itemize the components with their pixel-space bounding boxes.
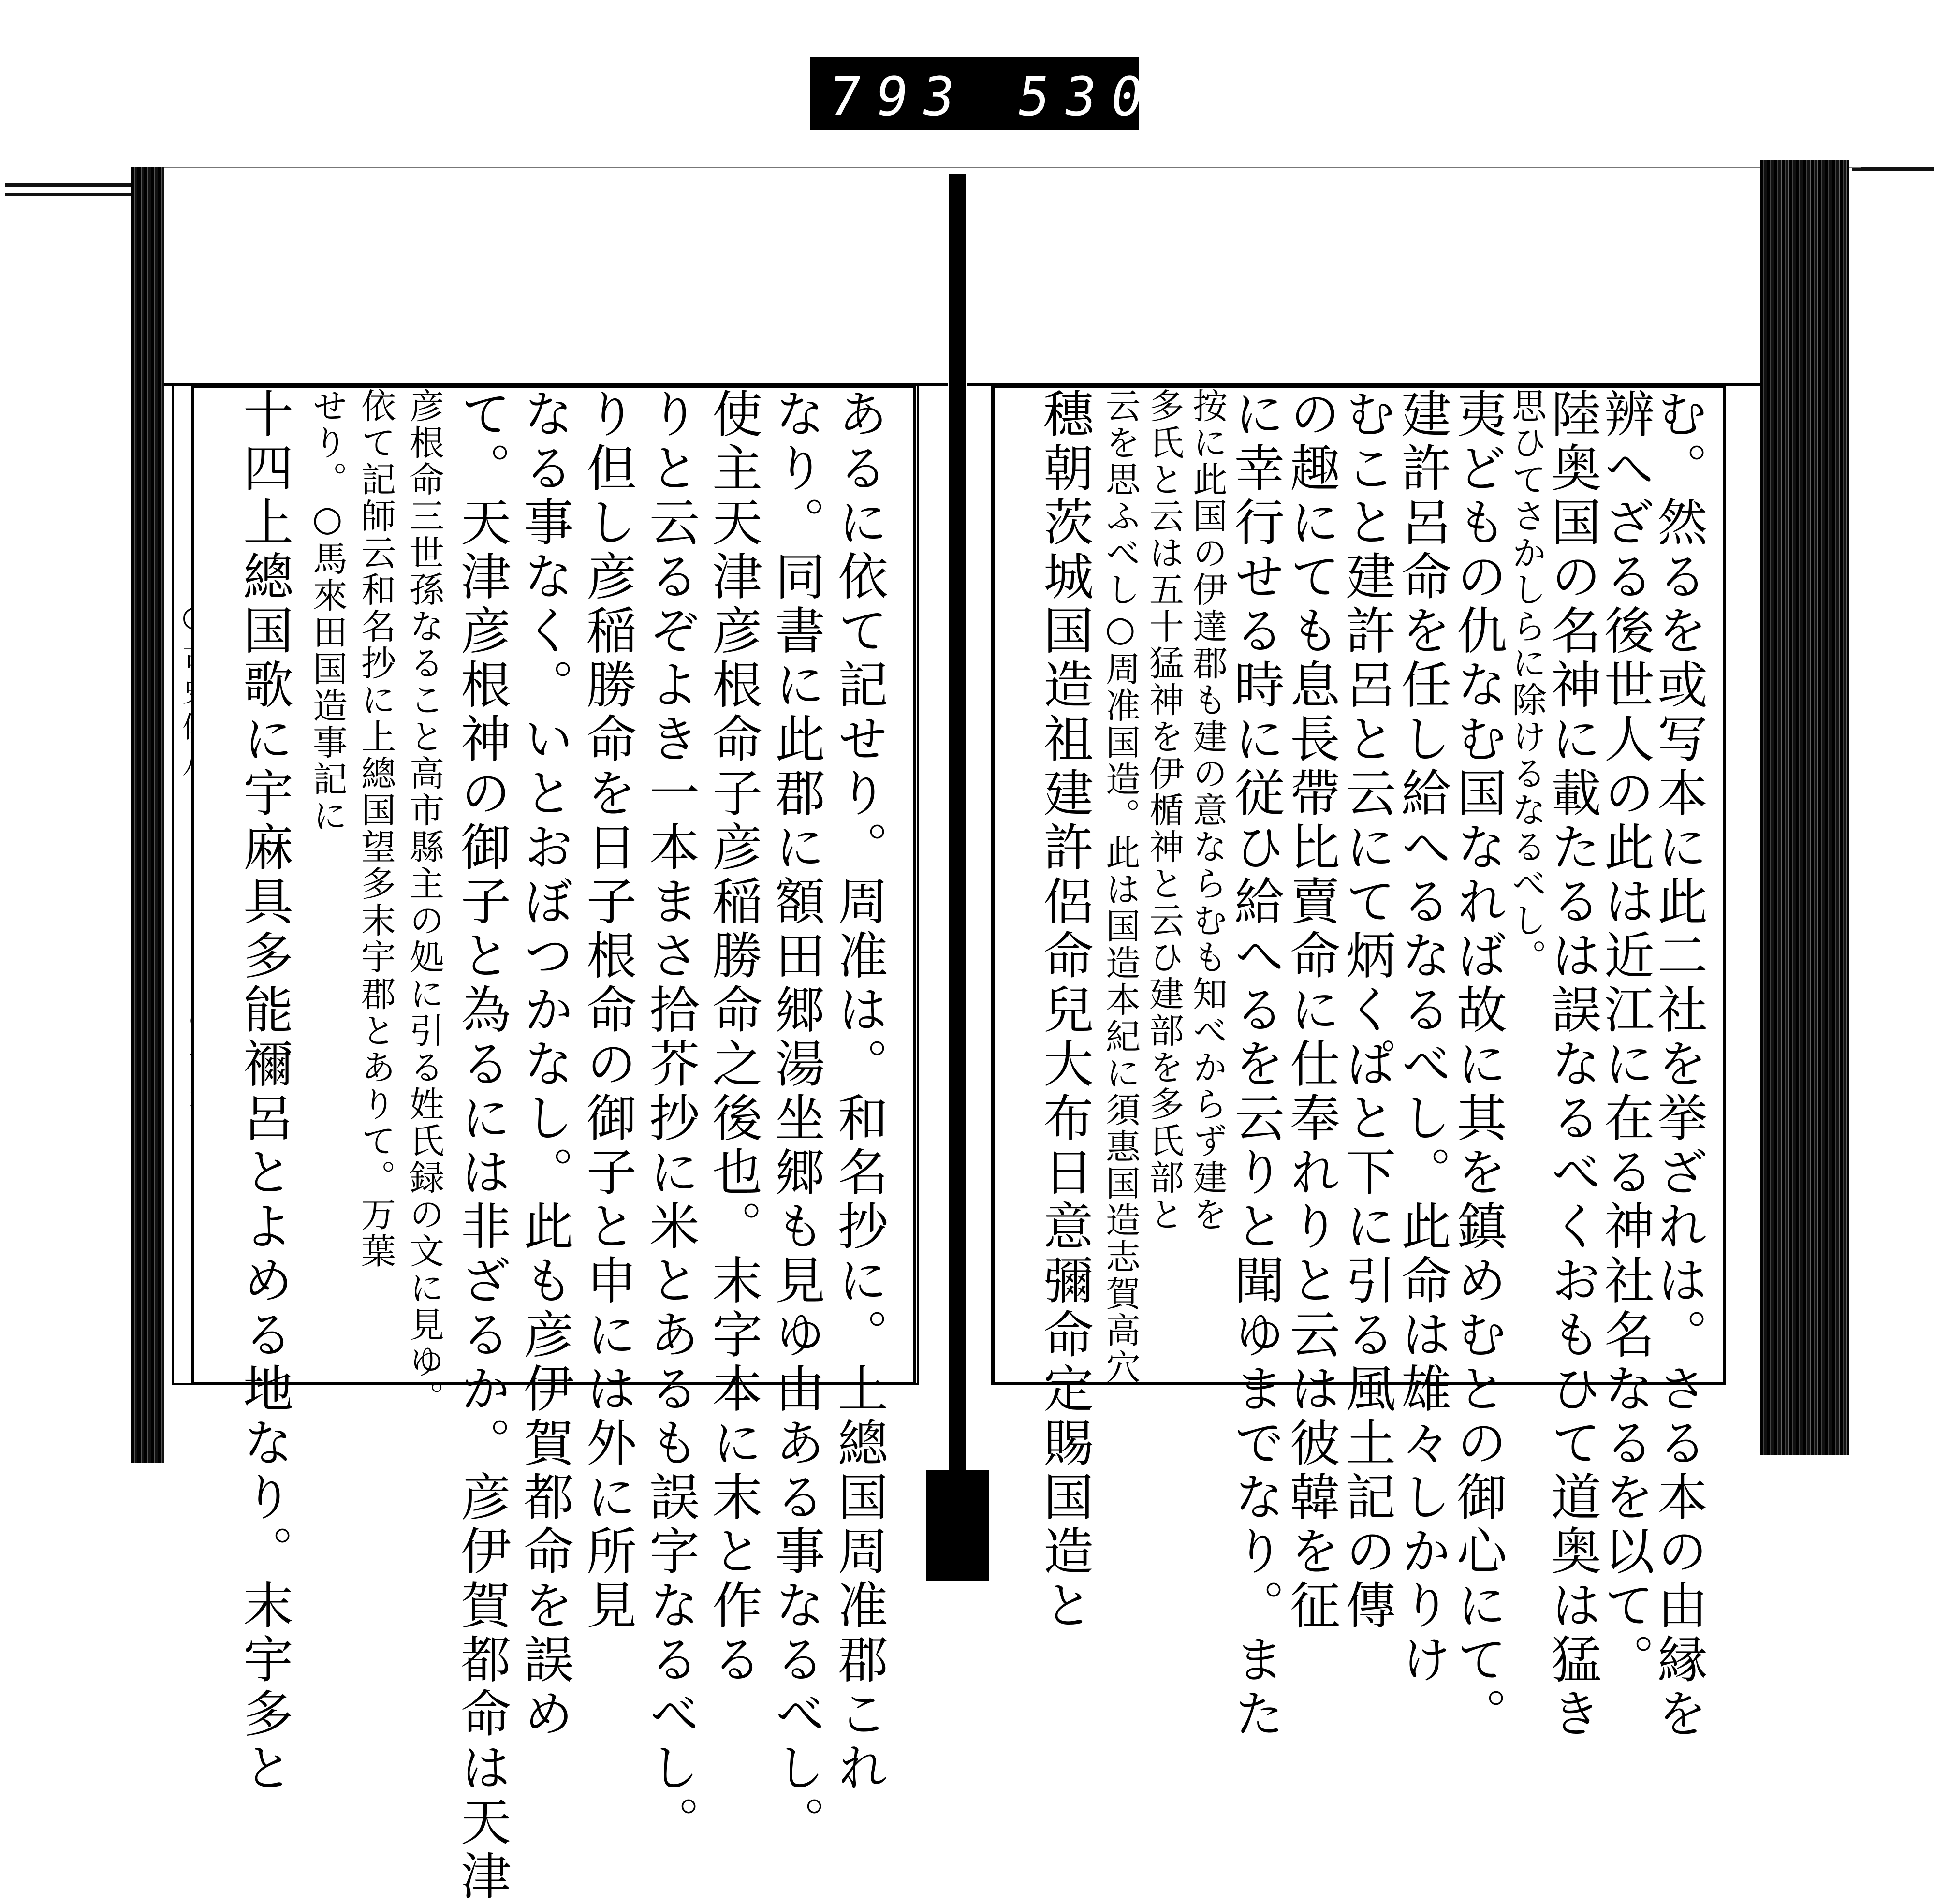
text-column: に幸行せる時に従ひ給へるを云りと聞ゆまでなり。また bbox=[1226, 388, 1285, 1742]
text-column: む。然るを或写本に此二社を挙ざれは。さる本の由縁を bbox=[1649, 388, 1708, 1742]
left-page-edge bbox=[131, 167, 164, 1463]
text-column: 云を思ふべし○周准国造。此は国造本紀に須惠国造志賀高穴 bbox=[1100, 388, 1141, 1386]
right-page-edge bbox=[1760, 160, 1849, 1455]
book-spine bbox=[949, 174, 966, 1479]
text-column: 十四上總国歌に宇麻具多能禰呂とよめる地なり。末宇多と bbox=[234, 388, 293, 1796]
text-column: むこと建許呂と云にて炳くぱと下に引る風土記の傳 bbox=[1337, 388, 1396, 1633]
text-column: 使主天津彦根命子彦稲勝命之後也。末字本に末と作る bbox=[703, 388, 762, 1687]
right-text-frame bbox=[991, 384, 1726, 1742]
page-number: 530 bbox=[1013, 66, 1162, 128]
text-column: なり。同書に此郡に額田郷湯坐郷も見ゆ由ある事なるべし。 bbox=[766, 388, 825, 1850]
left-text-frame bbox=[191, 384, 916, 1904]
text-column: の趣にても息長帶比賣命に仕奉れりと云は彼韓を征 bbox=[1281, 388, 1340, 1633]
text-column: あるに依て記せり。周准は。和名抄に。上總国周准郡これ bbox=[829, 388, 888, 1796]
top-edge-line bbox=[140, 167, 1861, 168]
text-column: せり。○馬來田国造事記に bbox=[307, 388, 348, 835]
text-column: りと云るぞよき一本まさ拾芥抄に米とあるも誤字なるべし。 bbox=[641, 388, 700, 1850]
top-rule-right bbox=[1852, 167, 1934, 171]
top-rule-left-2 bbox=[5, 193, 140, 196]
text-column: 思ひてさかしらに除けるなるべし。 bbox=[1506, 388, 1547, 976]
text-column: 按に此国の伊達郡も建の意ならむも知べからず建を bbox=[1187, 388, 1228, 1233]
text-column: 穗朝茨城国造祖建許侶命兒大布日意彌命定賜国造と bbox=[1035, 388, 1094, 1633]
text-column: なる事なく。いとおぼつかなし。此も彦伊賀都命を誤め bbox=[515, 388, 574, 1742]
frame-counter bbox=[810, 57, 1162, 130]
text-column: 多氏と云は五十猛神を伊楯神と云ひ建部を多氏部と bbox=[1143, 388, 1184, 1233]
text-column: 陸奥国の名神に載たるは誤なるべくおもひて道奥は猛き bbox=[1542, 388, 1601, 1742]
text-column: り但し彦稲勝命を日子根命の御子と申には外に所見 bbox=[578, 388, 637, 1633]
text-column: て。天津彦根神の御子と為るには非ざるか。彦伊賀都命は天津 bbox=[452, 388, 511, 1904]
text-column: 依て記師云和名抄に上總国望多末宇郡とありて。万葉 bbox=[355, 388, 396, 1270]
spine-foot bbox=[926, 1470, 989, 1581]
text-column: 夷どもの仇なむ国なれば故に其を鎮めむとの御心にて。 bbox=[1448, 388, 1507, 1742]
text-column: 彦根命三世孫なること高市縣主の処に引る姓氏録の文に見ゆ。 bbox=[404, 388, 444, 1417]
frame-number: 793 bbox=[825, 66, 973, 128]
text-column: 建許呂命を任し給へるなるべし。此命は雄々しかりけ bbox=[1392, 388, 1451, 1687]
top-rule-left bbox=[5, 183, 140, 187]
text-column: 辨へざる後世人の此は近江に在る神社名なるを以て。 bbox=[1596, 388, 1655, 1687]
